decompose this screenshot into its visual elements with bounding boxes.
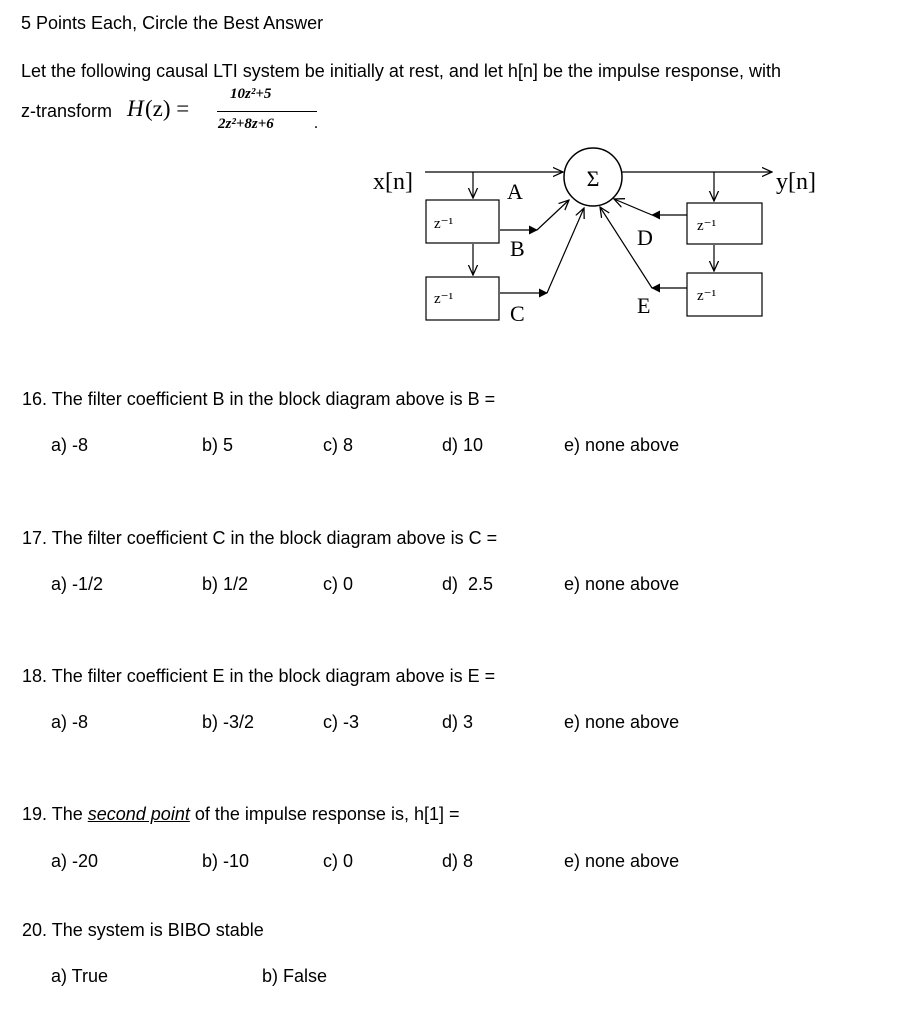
question-text: The filter coefficient E in the block diagram above is E = [51,666,496,686]
intro-text-prefix: z-transform [21,101,113,121]
q16-option-c[interactable]: c) 8 [323,435,354,455]
q16-option-b[interactable]: b) 5 [202,435,234,455]
q18-option-a[interactable]: a) -8 [51,712,89,732]
question-number: 20. [22,920,48,940]
question-number: 18. [22,666,48,686]
q16-option-e[interactable]: e) none above [564,435,680,455]
q19-option-a[interactable]: a) -20 [51,851,99,871]
D-to-summer-arrow [614,199,652,215]
output-label: y[n] [776,169,816,195]
q17-option-e[interactable]: e) none above [564,574,680,594]
coefficient-C-label: C [510,301,525,326]
q19-option-b[interactable]: b) -10 [202,851,250,871]
coefficient-E-label: E [637,293,651,318]
question-text-before: The [51,804,88,824]
fraction-denominator: 2z²+8z+6 [218,116,274,132]
q16-option-a[interactable]: a) -8 [51,435,89,455]
question-text: The filter coefficient C in the block diagram above is C = [51,528,498,548]
question-number: 16. [22,389,48,409]
question-text: The system is BIBO stable [51,920,264,940]
sigma-icon: Σ [586,166,600,191]
q20-option-b[interactable]: b) False [262,966,328,986]
q17-option-a[interactable]: a) -1/2 [51,574,104,594]
q18-option-b[interactable]: b) -3/2 [202,712,255,732]
delay-label-right-1: z⁻¹ [697,218,717,234]
q19-option-e[interactable]: e) none above [564,851,680,871]
coefficient-A-label: A [507,179,523,204]
question-text-emphasis: second point [87,804,190,824]
q20-option-a[interactable]: a) True [51,966,109,986]
B-to-summer-arrow [537,200,569,230]
question-text: The filter coefficient B in the block diagram above is B = [51,389,496,409]
q19-option-c[interactable]: c) 0 [323,851,354,871]
q18-option-c[interactable]: c) -3 [323,712,359,732]
q17-option-c[interactable]: c) 0 [323,574,354,594]
q16-option-d[interactable]: d) 10 [442,435,484,455]
C-to-summer-arrow [547,208,584,293]
input-label: x[n] [373,169,413,195]
q19-option-d[interactable]: d) 8 [442,851,474,871]
q18-option-e[interactable]: e) none above [564,712,680,732]
question-text-after: of the impulse response is, h[1] = [189,804,460,824]
coefficient-B-label: B [510,236,525,261]
question-17 [22,528,497,549]
q17-option-b[interactable]: b) 1/2 [202,574,249,594]
q18-option-d[interactable]: d) 3 [442,712,474,732]
question-19 [22,804,459,825]
transfer-function-argument: (z) = [145,96,190,121]
intro-text-line1: Let the following causal LTI system be initially at rest, and let h[n] be the impulse response, with [21,61,782,81]
question-20 [22,920,264,941]
fraction-period: . [314,115,318,132]
transfer-function-symbol: H [127,96,144,121]
delay-label-left-1: z⁻¹ [434,216,454,232]
question-18 [22,666,495,687]
question-number: 17. [22,528,48,548]
delay-label-left-2: z⁻¹ [434,291,454,307]
q17-option-d[interactable]: d) 2.5 [442,574,494,594]
block-diagram [0,0,924,340]
coefficient-D-label: D [637,225,653,250]
question-16 [22,389,495,410]
fraction-numerator: 10z²+5 [230,86,272,102]
question-number: 19. [22,804,48,824]
page-title: 5 Points Each, Circle the Best Answer [21,13,324,33]
delay-label-right-2: z⁻¹ [697,288,717,304]
